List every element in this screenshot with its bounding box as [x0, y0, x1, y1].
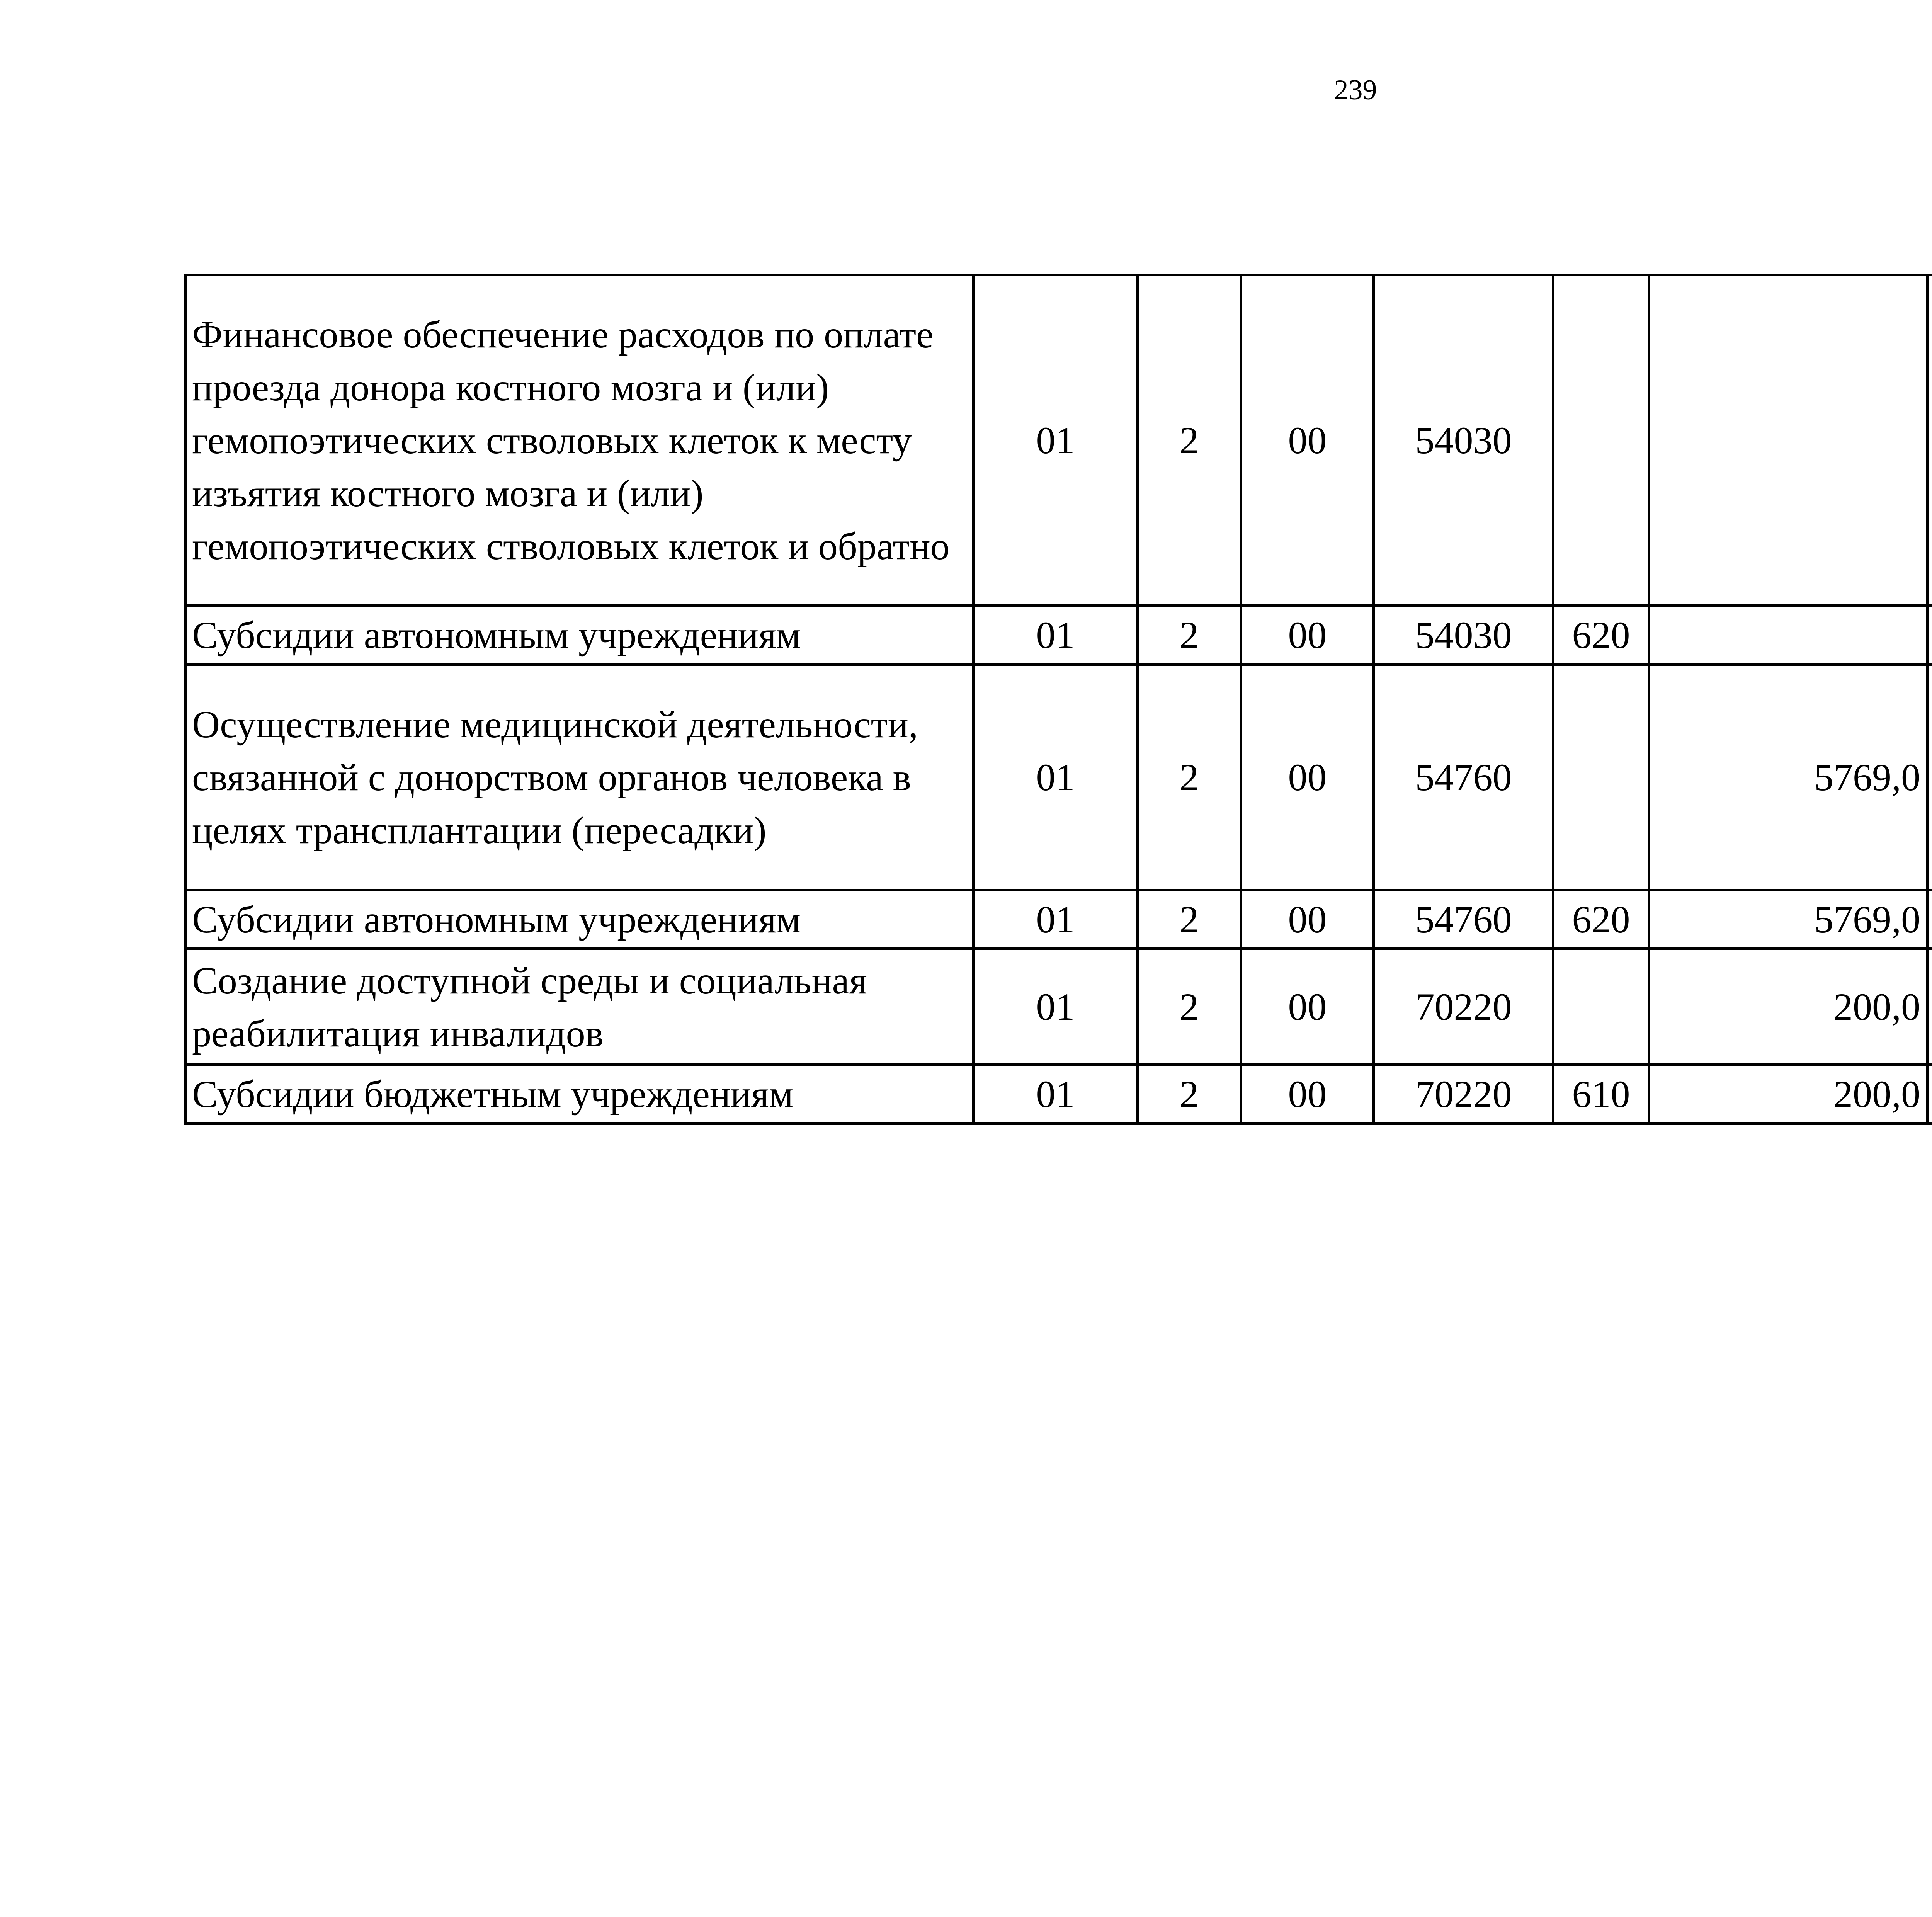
table-row: [185, 949, 1932, 1065]
value-year-2: [1927, 606, 1932, 665]
table-row: [185, 275, 1932, 606]
code-expense-type: 620: [1553, 606, 1649, 665]
code-subprogram: 2: [1138, 606, 1241, 665]
table-row: [185, 606, 1932, 665]
table-row: [185, 665, 1932, 890]
code-section: 01: [974, 949, 1138, 1065]
code-subprogram: 2: [1138, 275, 1241, 606]
page-number: 239: [1334, 74, 1377, 106]
code-section: 01: [974, 1065, 1138, 1124]
code-group: 00: [1241, 890, 1374, 949]
value-year-1: [1649, 275, 1927, 606]
code-group: 00: [1241, 606, 1374, 665]
code-group: 00: [1241, 275, 1374, 606]
row-description: Осуществление медицинской деятельности, связанной с донорством органов человека в целях трансплантации (пересадки): [185, 665, 974, 890]
value-year-2: [1927, 890, 1932, 949]
code-direction: 54030: [1374, 606, 1553, 665]
row-description: Финансовое обеспечение расходов по оплате проезда донора костного мозга и (или) гемопоэтических стволовых клеток к месту изъятия костного мозга и (или) гемопоэтических стволовых клеток и обратно: [185, 275, 974, 606]
code-direction: 70220: [1374, 1065, 1553, 1124]
value-year-1: 5769,0: [1649, 665, 1927, 890]
code-group: 00: [1241, 949, 1374, 1065]
code-expense-type: [1553, 275, 1649, 606]
value-year-1: 200,0: [1649, 949, 1927, 1065]
code-direction: 54760: [1374, 665, 1553, 890]
code-section: 01: [974, 606, 1138, 665]
code-direction: 54030: [1374, 275, 1553, 606]
code-direction: 54760: [1374, 890, 1553, 949]
code-expense-type: 610: [1553, 1065, 1649, 1124]
value-year-1: 200,0: [1649, 1065, 1927, 1124]
table-row: [185, 1065, 1932, 1124]
code-expense-type: 620: [1553, 890, 1649, 949]
value-year-1: [1649, 606, 1927, 665]
row-description: Субсидии автономным учреждениям: [185, 890, 974, 949]
code-section: 01: [974, 275, 1138, 606]
code-subprogram: 2: [1138, 665, 1241, 890]
value-year-2: [1927, 1065, 1932, 1124]
code-subprogram: 2: [1138, 1065, 1241, 1124]
budget-table: [184, 274, 1932, 1125]
row-description: Субсидии автономным учреждениям: [185, 606, 974, 665]
code-group: 00: [1241, 665, 1374, 890]
code-group: 00: [1241, 1065, 1374, 1124]
value-year-2: [1927, 665, 1932, 890]
code-expense-type: [1553, 949, 1649, 1065]
code-section: 01: [974, 665, 1138, 890]
row-description: Создание доступной среды и социальная реабилитация инвалидов: [185, 949, 974, 1065]
code-expense-type: [1553, 665, 1649, 890]
code-section: 01: [974, 890, 1138, 949]
code-direction: 70220: [1374, 949, 1553, 1065]
row-description: Субсидии бюджетным учреждениям: [185, 1065, 974, 1124]
code-subprogram: 2: [1138, 890, 1241, 949]
value-year-2: [1927, 275, 1932, 606]
code-subprogram: 2: [1138, 949, 1241, 1065]
value-year-1: 5769,0: [1649, 890, 1927, 949]
value-year-2: [1927, 949, 1932, 1065]
table-row: [185, 890, 1932, 949]
